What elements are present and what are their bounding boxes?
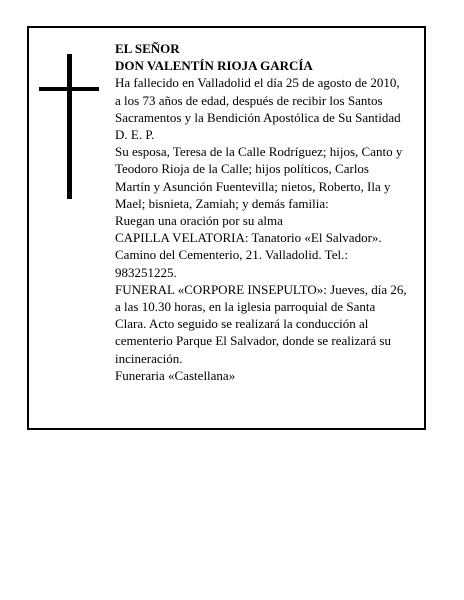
notice-text (115, 40, 415, 384)
notice-body-line: Ha fallecido en Valladolid el día 25 de agosto de 2010, (115, 75, 400, 91)
cross-vertical-bar (67, 54, 72, 199)
notice-title-line-2: DON VALENTÍN RIOJA GARCÍA (115, 58, 313, 74)
notice-body-line: Ruegan una oración por su alma (115, 213, 283, 229)
notice-body-line: incineración. (115, 350, 183, 366)
notice-body-line: a los 73 años de edad, después de recibir los Santos (115, 92, 383, 108)
notice-body-line: a las 10.30 horas, en la iglesia parroquial de Santa (115, 299, 376, 315)
cross-horizontal-bar (39, 87, 99, 91)
notice-body-line: Clara. Acto seguido se realizará la conducción al (115, 316, 369, 332)
notice-body-line: Mael; bisnieta, Zamiah; y demás familia: (115, 195, 329, 211)
notice-body-line: D. E. P. (115, 127, 155, 143)
notice-body-line: Camino del Cementerio, 21. Valladolid. Tel.: (115, 247, 348, 263)
cross-icon (39, 54, 99, 199)
notice-body-line: Teodoro Rioja de la Calle; hijos políticos, Carlos (115, 161, 369, 177)
notice-body-line: Funeraria «Castellana» (115, 367, 236, 383)
obituary-notice (27, 26, 426, 430)
notice-body-line: cementerio Parque El Salvador, donde se realizará su (115, 333, 391, 349)
notice-body-line: CAPILLA VELATORIA: Tanatorio «El Salvador». (115, 230, 382, 246)
notice-body-line: Sacramentos y la Bendición Apostólica de Su Santidad (115, 109, 401, 125)
notice-body-line: FUNERAL «CORPORE INSEPULTO»: Jueves, día 26, (115, 281, 407, 297)
notice-title-line-1: EL SEÑOR (115, 41, 180, 56)
notice-body-line: Su esposa, Teresa de la Calle Rodríguez; hijos, Canto y (115, 144, 403, 160)
notice-body-line: 983251225. (115, 264, 177, 280)
notice-body-line: Martín y Asunción Fuentevilla; nietos, Roberto, Ila y (115, 178, 391, 194)
